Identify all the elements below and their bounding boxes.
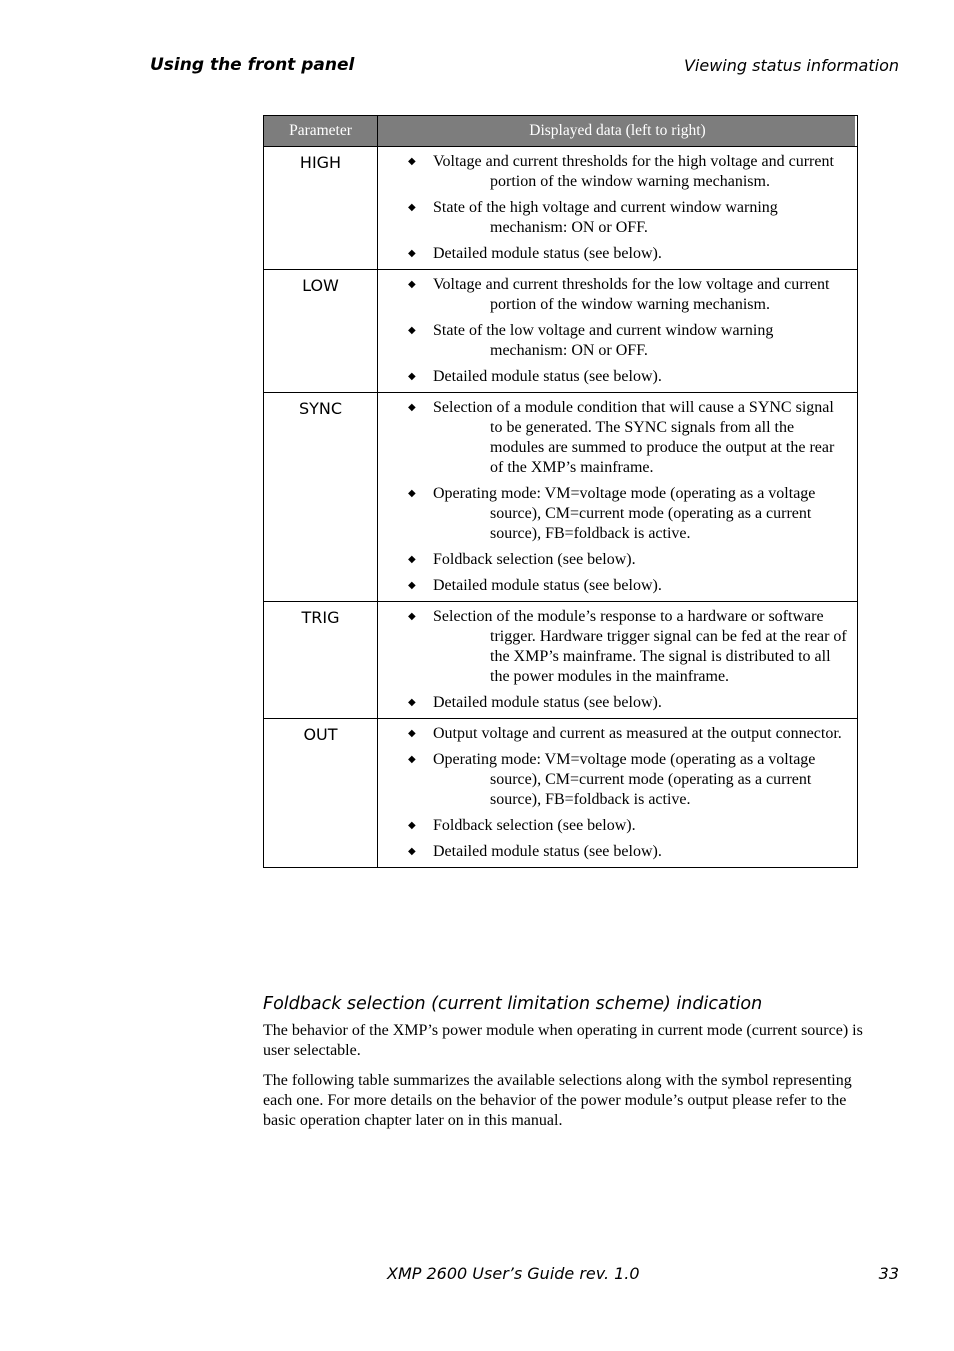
list-item-text: Detailed module status (see below). — [433, 368, 662, 385]
list-item — [378, 152, 847, 192]
list-item-text: Voltage and current thresholds for the high voltage and current portion of the window warning mechanism. — [433, 153, 834, 190]
diamond-bullet-icon: ◆ — [408, 820, 416, 831]
bullet-list — [378, 275, 847, 387]
list-item — [378, 367, 847, 387]
diamond-bullet-icon: ◆ — [408, 754, 416, 765]
table-body — [264, 147, 858, 868]
list-item-text: Detailed module status (see below). — [433, 577, 662, 594]
footer-document-title: XMP 2600 User’s Guide rev. 1.0 — [387, 1264, 640, 1283]
bullet-list — [378, 607, 847, 713]
list-item-text: Detailed module status (see below). — [433, 245, 662, 262]
list-item-text: State of the high voltage and current window warning mechanism: ON or OFF. — [433, 199, 778, 236]
diamond-bullet-icon: ◆ — [408, 325, 416, 336]
diamond-bullet-icon: ◆ — [408, 371, 416, 382]
list-item-text: Voltage and current thresholds for the low voltage and current portion of the window warning mechanism. — [433, 276, 830, 313]
diamond-bullet-icon: ◆ — [408, 611, 416, 622]
list-item — [378, 198, 847, 238]
list-item — [378, 321, 847, 361]
bullet-list — [378, 724, 847, 862]
section-heading: Foldback selection (current limitation scheme) indication — [263, 994, 763, 1014]
parameter-description — [378, 719, 858, 868]
list-item — [378, 275, 847, 315]
diamond-bullet-icon: ◆ — [408, 279, 416, 290]
parameter-name: LOW — [264, 270, 378, 393]
parameter-description — [378, 602, 858, 719]
list-item — [378, 816, 847, 836]
list-item — [378, 724, 847, 744]
diamond-bullet-icon: ◆ — [408, 846, 416, 857]
parameter-description — [378, 270, 858, 393]
list-item — [378, 842, 847, 862]
list-item-text: Detailed module status (see below). — [433, 694, 662, 711]
table-row — [264, 602, 858, 719]
list-item-text: Output voltage and current as measured at the output connector. — [433, 725, 842, 742]
column-header-displayed-data: Displayed data (left to right) — [378, 116, 858, 147]
diamond-bullet-icon: ◆ — [408, 580, 416, 591]
list-item — [378, 750, 847, 810]
list-item-text: State of the low voltage and current window warning mechanism: ON or OFF. — [433, 322, 774, 359]
parameter-name: HIGH — [264, 147, 378, 270]
list-item-text: Operating mode: VM=voltage mode (operating as a voltage source), CM=current mode (operating as a current source), FB=foldback is active. — [433, 485, 816, 542]
list-item — [378, 244, 847, 264]
parameter-description — [378, 393, 858, 602]
parameter-description — [378, 147, 858, 270]
diamond-bullet-icon: ◆ — [408, 202, 416, 213]
table-header-row — [264, 116, 858, 147]
bullet-list — [378, 152, 847, 264]
parameter-name: TRIG — [264, 602, 378, 719]
list-item-text: Foldback selection (see below). — [433, 817, 636, 834]
table-row — [264, 719, 858, 868]
table-row — [264, 147, 858, 270]
header-chapter-title: Using the front panel — [150, 55, 355, 75]
parameter-name: SYNC — [264, 393, 378, 602]
list-item — [378, 398, 847, 478]
list-item-text: Selection of the module’s response to a hardware or software trigger. Hardware trigger signal can be fed at the rear of the XMP’s mainframe. The signal is distributed to all the power modules in the mainframe. — [433, 608, 847, 685]
parameter-name: OUT — [264, 719, 378, 868]
bullet-list — [378, 398, 847, 596]
column-header-parameter: Parameter — [264, 116, 378, 147]
list-item — [378, 693, 847, 713]
diamond-bullet-icon: ◆ — [408, 156, 416, 167]
list-item-text: Operating mode: VM=voltage mode (operating as a voltage source), CM=current mode (operating as a current source), FB=foldback is active. — [433, 751, 816, 808]
list-item — [378, 484, 847, 544]
header-section-title: Viewing status information — [683, 56, 899, 75]
list-item — [378, 550, 847, 570]
list-item-text: Foldback selection (see below). — [433, 551, 636, 568]
diamond-bullet-icon: ◆ — [408, 248, 416, 259]
paragraph: The following table summarizes the available selections along with the symbol representing each one. For more details on the behavior of the power module’s output please refer to the basic operation chapter later on in this manual. — [263, 1072, 852, 1129]
list-item — [378, 607, 847, 687]
diamond-bullet-icon: ◆ — [408, 697, 416, 708]
paragraph: The behavior of the XMP’s power module when operating in current mode (current source) is user selectable. — [263, 1022, 863, 1059]
table-row — [264, 270, 858, 393]
diamond-bullet-icon: ◆ — [408, 488, 416, 499]
list-item-text: Selection of a module condition that will cause a SYNC signal to be generated. The SYNC signals from all the modules are summed to produce the output at the rear of the XMP’s mainframe. — [433, 399, 835, 476]
list-item — [378, 576, 847, 596]
diamond-bullet-icon: ◆ — [408, 728, 416, 739]
diamond-bullet-icon: ◆ — [408, 554, 416, 565]
list-item-text: Detailed module status (see below). — [433, 843, 662, 860]
diamond-bullet-icon: ◆ — [408, 402, 416, 413]
table-row — [264, 393, 858, 602]
parameter-table — [263, 115, 858, 868]
page-number: 33 — [878, 1264, 899, 1283]
